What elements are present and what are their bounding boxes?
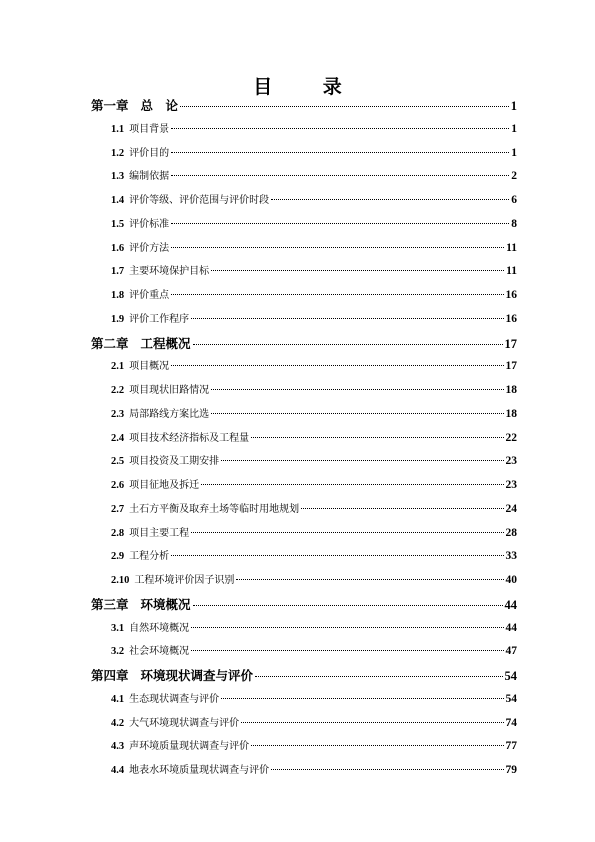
- toc-section-row[interactable]: [91, 619, 517, 634]
- toc-dot-leader: [171, 365, 503, 366]
- toc-section-row[interactable]: [91, 191, 517, 206]
- toc-page-number: 18: [505, 407, 517, 420]
- toc-entry-label: 大气环境现状调查与评价: [129, 717, 240, 729]
- toc-dot-leader: [191, 318, 503, 319]
- toc-entry-number: 2.1: [111, 361, 125, 373]
- toc-dot-leader: [171, 152, 509, 153]
- toc-section-row[interactable]: [91, 524, 517, 539]
- toc-entry-label: 项目现状旧路情况: [129, 385, 210, 396]
- toc-entry-label: 项目技术经济指标及工程量: [129, 432, 250, 444]
- toc-dot-leader: [193, 344, 503, 345]
- toc-chapter-row[interactable]: [91, 334, 517, 352]
- toc-page-number: 18: [505, 384, 517, 396]
- toc-entry-number: 2.7: [111, 503, 125, 515]
- toc-entry-number: 2.3: [111, 408, 125, 420]
- toc-entry-number: 第一章: [91, 98, 129, 113]
- toc-entry-number: 4.3: [111, 741, 125, 753]
- toc-section-row[interactable]: [91, 405, 517, 420]
- toc-entry-label: 主要环境保护目标: [129, 266, 210, 278]
- toc-section-row[interactable]: [91, 737, 517, 752]
- toc-entry-number: 第三章: [91, 596, 129, 612]
- toc-section-row[interactable]: [91, 262, 517, 277]
- toc-entry-label: 局部路线方案比选: [129, 408, 210, 420]
- toc-section-row[interactable]: [91, 310, 517, 325]
- toc-page-number: 11: [506, 265, 517, 278]
- toc-entry-number: 2.10: [111, 575, 130, 586]
- toc-page-number: 24: [505, 502, 517, 515]
- toc-section-row[interactable]: [91, 761, 517, 776]
- toc-dot-leader: [201, 484, 503, 485]
- toc-page-number: 23: [505, 479, 517, 491]
- toc-entry-number: 4.4: [111, 765, 125, 776]
- toc-entry-number: 4.2: [111, 717, 125, 729]
- toc-entry-number: 1.3: [111, 171, 125, 183]
- toc-page-number: 79: [505, 764, 517, 776]
- toc-page-number: 22: [505, 431, 517, 444]
- toc-dot-leader: [236, 579, 503, 580]
- toc-page-number: 16: [505, 289, 517, 301]
- toc-entry-number: 1.4: [111, 195, 125, 206]
- toc-page-number: 44: [505, 621, 517, 634]
- toc-page-number: 33: [505, 550, 517, 563]
- toc-entry-number: 1.9: [111, 313, 125, 325]
- toc-section-row[interactable]: [91, 120, 517, 135]
- toc-entry-number: 3.1: [111, 622, 125, 634]
- toc-entry-label: 工程环境评价因子识别: [134, 575, 235, 586]
- toc-section-row[interactable]: [91, 714, 517, 729]
- toc-entry-number: 2.5: [111, 456, 125, 468]
- toc-entry-number: 2.9: [111, 551, 125, 563]
- toc-entry-label: 声环境质量现状调查与评价: [129, 741, 250, 753]
- toc-section-row[interactable]: [91, 547, 517, 562]
- toc-page-number: 54: [505, 692, 517, 705]
- toc-entry-label: 评价重点: [129, 290, 170, 301]
- toc-entry-number: 2.2: [111, 385, 125, 396]
- toc-entry-number: 第二章: [91, 335, 129, 351]
- toc-entry-label: 土石方平衡及取弃土场等临时用地规划: [129, 503, 300, 515]
- toc-section-row[interactable]: [91, 476, 517, 491]
- toc-entry-number: 2.6: [111, 480, 125, 491]
- toc-section-row[interactable]: [91, 357, 517, 372]
- toc-page-number: 1: [510, 99, 517, 113]
- toc-page-number: 1: [511, 146, 517, 159]
- toc-entry-number: 1.5: [111, 218, 125, 230]
- toc-entry-number: 1.2: [111, 147, 125, 159]
- toc-entry-label: 项目投资及工期安排: [129, 456, 220, 468]
- toc-dot-leader: [191, 627, 503, 628]
- toc-entry-label: 评价目的: [129, 147, 170, 159]
- toc-page-number: 44: [504, 597, 517, 612]
- toc-page-number: 28: [505, 526, 517, 539]
- toc-page-number: 77: [505, 740, 517, 753]
- toc-dot-leader: [211, 389, 503, 390]
- toc-dot-leader: [180, 106, 509, 107]
- toc-dot-leader: [171, 247, 504, 248]
- toc-entry-label: 工程概况: [140, 335, 191, 351]
- toc-section-row[interactable]: [91, 144, 517, 159]
- toc-page-number: 74: [505, 716, 517, 729]
- toc-entry-number: 2.4: [111, 432, 125, 444]
- toc-entry-number: 第四章: [91, 668, 129, 683]
- toc-section-row[interactable]: [91, 239, 517, 254]
- toc-entry-number: 1.7: [111, 266, 125, 278]
- toc-section-row[interactable]: [91, 690, 517, 705]
- toc-dot-leader: [191, 532, 503, 533]
- toc-page-number: 6: [511, 194, 517, 206]
- toc-dot-leader: [193, 605, 503, 606]
- toc-page-number: 17: [505, 360, 517, 373]
- toc-entry-label: 项目主要工程: [129, 527, 190, 539]
- toc-dot-leader: [255, 676, 502, 677]
- toc-section-row[interactable]: [91, 215, 517, 230]
- toc-entry-number: 1.6: [111, 242, 125, 254]
- toc-dot-leader: [171, 128, 509, 129]
- toc-page-number: 47: [505, 645, 517, 658]
- toc-dot-leader: [171, 175, 509, 176]
- toc-entry-label: 工程分析: [129, 551, 170, 563]
- toc-page-number: 40: [505, 574, 517, 586]
- toc-dot-leader: [241, 722, 503, 723]
- toc-chapter-row[interactable]: [91, 96, 517, 114]
- toc-section-row[interactable]: [91, 452, 517, 467]
- toc-dot-leader: [301, 508, 503, 509]
- toc-dot-leader: [171, 223, 509, 224]
- toc-dot-leader: [271, 769, 503, 770]
- toc-section-row[interactable]: [91, 642, 517, 657]
- toc-entry-number: 4.1: [111, 693, 125, 705]
- toc-entry-number: 1.8: [111, 290, 125, 301]
- toc-entry-label: 编制依据: [129, 171, 170, 183]
- toc-dot-leader: [271, 199, 509, 200]
- toc-page-number: 16: [505, 312, 517, 325]
- toc-section-row[interactable]: [91, 381, 517, 396]
- toc-dot-leader: [171, 555, 503, 556]
- toc-page-number: 23: [505, 455, 517, 468]
- toc-page-number: 1: [511, 122, 517, 135]
- page-title: 目 录: [253, 76, 364, 98]
- toc-section-row[interactable]: [91, 429, 517, 444]
- toc-entry-label: 自然环境概况: [129, 622, 190, 634]
- toc-dot-leader: [221, 698, 503, 699]
- toc-section-row[interactable]: [91, 571, 517, 586]
- toc-entry-label: 项目背景: [129, 123, 170, 135]
- toc-entry-label: 评价方法: [129, 242, 170, 254]
- toc-section-row[interactable]: [91, 500, 517, 515]
- toc-chapter-row[interactable]: [91, 595, 517, 613]
- toc-dot-leader: [251, 745, 503, 746]
- toc-entry-label: 社会环境概况: [129, 646, 190, 658]
- toc-page-number: 8: [511, 217, 517, 230]
- toc-entry-number: 2.8: [111, 527, 125, 539]
- toc-dot-leader: [251, 437, 503, 438]
- toc-page-number: 54: [504, 669, 517, 683]
- toc-dot-leader: [211, 270, 504, 271]
- toc-entry-label: 环境概况: [140, 596, 191, 612]
- toc-chapter-row[interactable]: [91, 666, 517, 684]
- toc-entry-label: 地表水环境质量现状调查与评价: [129, 765, 270, 776]
- toc-dot-leader: [221, 460, 503, 461]
- toc-page-number: 17: [504, 336, 517, 351]
- toc-entry-label: 项目概况: [129, 361, 170, 373]
- toc-page-number: 11: [506, 241, 517, 254]
- toc-section-row[interactable]: [91, 286, 517, 301]
- toc-entry-label: 评价工作程序: [129, 313, 190, 325]
- toc-section-row[interactable]: [91, 167, 517, 182]
- toc-dot-leader: [171, 294, 503, 295]
- toc-entry-label: 评价等级、评价范围与评价时段: [129, 195, 270, 206]
- toc-entry-label: 总 论: [140, 98, 179, 113]
- toc-entry-label: 评价标准: [129, 218, 170, 230]
- toc-dot-leader: [211, 413, 503, 414]
- toc-entry-number: 1.1: [111, 123, 125, 135]
- toc-dot-leader: [191, 650, 503, 651]
- toc-entry-number: 3.2: [111, 646, 125, 658]
- toc-entry-label: 项目征地及拆迁: [129, 480, 200, 491]
- toc-page-number: 2: [511, 170, 517, 183]
- toc-entry-label: 环境现状调查与评价: [140, 668, 254, 683]
- toc-entry-label: 生态现状调查与评价: [129, 693, 220, 705]
